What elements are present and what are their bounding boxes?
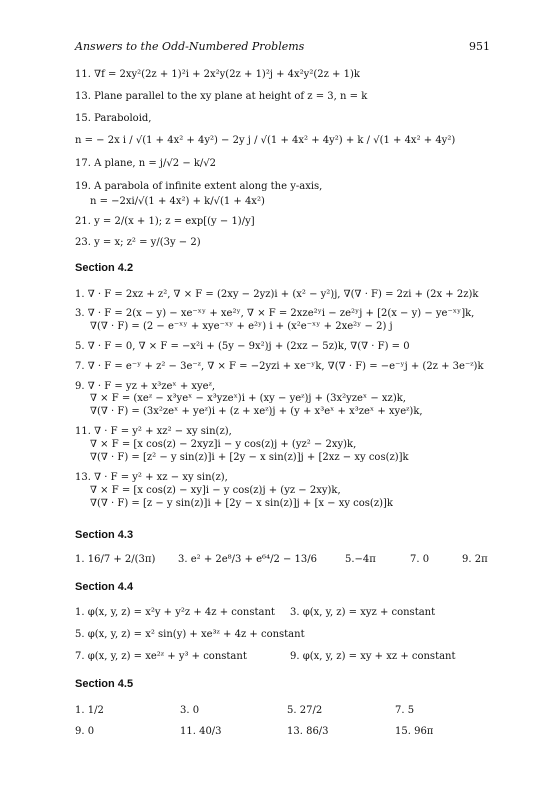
answer-item: 3. 0 (180, 705, 200, 716)
problem-13: 13. Plane parallel to the xy plane at height of z = 3, n = k (75, 91, 368, 102)
answer-item: 7. φ(x, y, z) = xe²ᶻ + y³ + constant (75, 651, 247, 662)
problem-19-normal: n = −2xi/√(1 + 4x²) + k/√(1 + 4x²) (90, 196, 265, 207)
answer-line: ∇ × F = [x cos(z) − xy]i − y cos(z)j + (yz − 2xy)k, (90, 485, 341, 496)
section-heading-4-4: Section 4.4 (75, 581, 134, 593)
problem-15-normal: n = − 2x i / √(1 + 4x² + 4y²) − 2y j / √(1 + 4x² + 4y²) + k / √(1 + 4x² + 4y²) (75, 135, 456, 146)
answer-item: 9. φ(x, y, z) = xy + xz + constant (290, 651, 456, 662)
answer-item: 11. 40/3 (180, 726, 222, 737)
answer-line: 5. ∇ · F = 0, ∇ × F = −x²i + (5y − 9x²)j + (2xz − 5z)k, ∇(∇ · F) = 0 (75, 341, 410, 352)
section-heading-4-3: Section 4.3 (75, 529, 134, 541)
answer-line: 13. ∇ · F = y² + xz − xy sin(z), (75, 472, 228, 483)
running-title: Answers to the Odd-Numbered Problems (75, 40, 305, 53)
answer-line: ∇(∇ · F) = (3x²zeˣ + yeᶻ)i + (z + xeᶻ)j + (y + x³eˣ + x³zeˣ + xyeᶻ)k, (90, 406, 423, 417)
page-number: 951 (469, 40, 490, 53)
answer-line: ∇(∇ · F) = [z − y sin(z)]i + [2y − x sin(z)]j + [x − xy cos(z)]k (90, 498, 393, 509)
answer-item: 9. 2π (462, 554, 488, 565)
answer-item: 1. φ(x, y, z) = x²y + y²z + 4z + constant (75, 607, 275, 618)
problem-15: 15. Paraboloid, (75, 113, 152, 124)
section-heading-4-5: Section 4.5 (75, 678, 134, 690)
answer-line: 7. ∇ · F = e⁻ʸ + z² − 3e⁻ᶻ, ∇ × F = −2yzi + xe⁻ʸk, ∇(∇ · F) = −e⁻ʸj + (2z + 3e⁻ᶻ)k (75, 361, 484, 372)
answer-line: 9. ∇ · F = yz + x³zeˣ + xyeᶻ, (75, 381, 216, 392)
answer-line: ∇ × F = [x cos(z) − 2xyz]i − y cos(z)j + (yz² − 2xy)k, (90, 439, 357, 450)
answer-item: 15. 96π (395, 726, 434, 737)
answer-line: 1. ∇ · F = 2xz + z², ∇ × F = (2xy − 2yz)i + (x² − y²)j, ∇(∇ · F) = 2zi + (2x + 2z)k (75, 289, 479, 300)
problem-21: 21. y = 2/(x + 1); z = exp[(y − 1)/y] (75, 216, 255, 227)
problem-11: 11. ∇f = 2xy²(2z + 1)²i + 2x²y(2z + 1)²j + 4x²y²(2z + 1)k (75, 69, 360, 80)
answer-line: ∇(∇ · F) = (2 − e⁻ˣʸ + xye⁻ˣʸ + e²ʸ) i + (x²e⁻ˣʸ + 2xe²ʸ − 2) j (90, 321, 393, 332)
answer-item: 13. 86/3 (287, 726, 329, 737)
answer-line: ∇(∇ · F) = [z² − y sin(z)]i + [2y − x sin(z)]j + [2xz − xy cos(z)]k (90, 452, 409, 463)
answer-item: 5. φ(x, y, z) = x² sin(y) + xe³ᶻ + 4z + constant (75, 629, 305, 640)
answer-item: 7. 0 (410, 554, 430, 565)
answer-item: 5. 27/2 (287, 705, 323, 716)
answer-item: 7. 5 (395, 705, 415, 716)
problem-19: 19. A parabola of infinite extent along the y-axis, (75, 181, 323, 192)
answer-item: 3. e² + 2e⁸/3 + e⁶⁴/2 − 13/6 (178, 554, 317, 565)
answer-item: 5.−4π (345, 554, 376, 565)
answer-item: 9. 0 (75, 726, 95, 737)
answer-item: 1. 16/7 + 2/(3π) (75, 554, 156, 565)
answer-line: 11. ∇ · F = y² + xz² − xy sin(z), (75, 426, 232, 437)
answer-item: 3. φ(x, y, z) = xyz + constant (290, 607, 436, 618)
answer-line: ∇ × F = (xeᶻ − x³yeˣ − x³yzeˣ)i + (xy − yeᶻ)j + (3x²yzeˣ − xz)k, (90, 393, 406, 404)
section-heading-4-2: Section 4.2 (75, 262, 134, 274)
answer-item: 1. 1/2 (75, 705, 104, 716)
problem-23: 23. y = x; z² = y/(3y − 2) (75, 237, 201, 248)
problem-17: 17. A plane, n = j/√2 − k/√2 (75, 158, 217, 169)
answer-line: 3. ∇ · F = 2(x − y) − xe⁻ˣʸ + xe²ʸ, ∇ × F = 2xze²ʸi − ze²ʸj + [2(x − y) − ye⁻ˣʸ]k, (75, 308, 475, 319)
